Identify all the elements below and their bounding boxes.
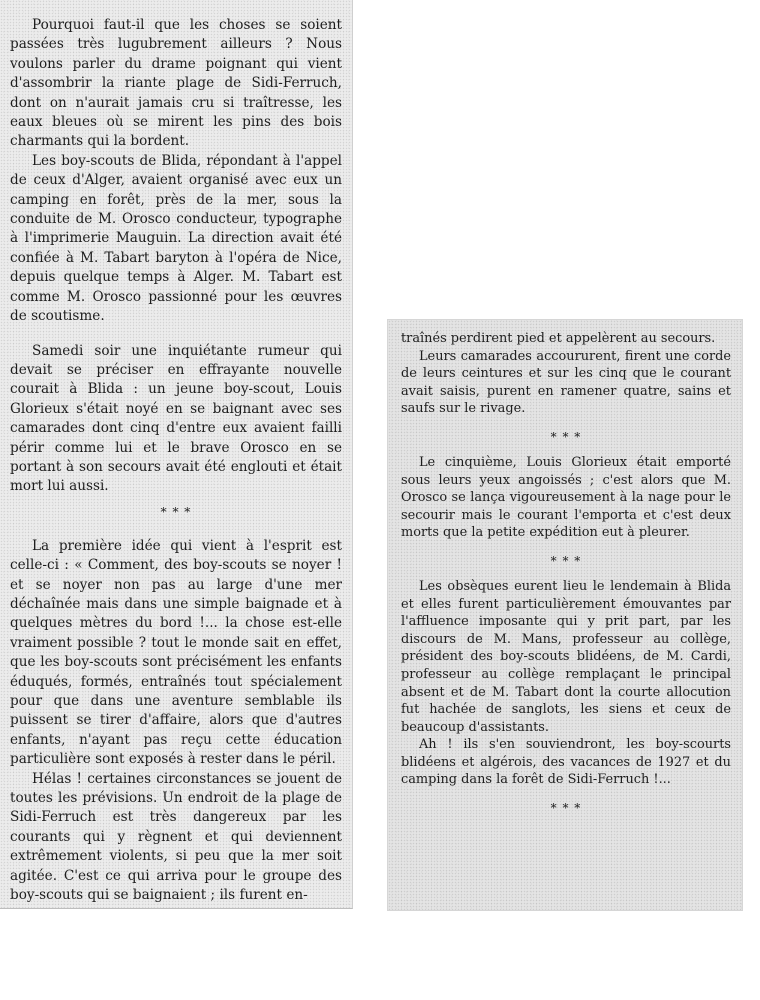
paragraph-3: Samedi soir une inquiétante rumeur qui devait se préciser en effrayante nouvelle courait à Blida : un jeune boy-scout, Louis Glorieux s'était noyé en se baignant avec ses camarades dont cinq d'entre eux avaient failli périr comme lui et le brave Orosco en se portant à son secours avait été englouti et était mort lui aussi. bbox=[10, 342, 342, 495]
asterism-separator: * * * bbox=[550, 429, 582, 444]
left-column bbox=[10, 16, 342, 905]
paragraph-6: traînés perdirent pied et appelèrent au secours. bbox=[401, 331, 716, 346]
paragraph-7: Leurs camarades accoururent, firent une corde de leurs ceintures et sur les cinq que le courant avait saisis, purent en ramener quatre, sains et saufs sur le rivage. bbox=[401, 348, 731, 417]
paragraph-2: Les boy-scouts de Blida, répondant à l'appel de ceux d'Alger, avaient organisé avec eux un camping en forêt, près de la mer, sous la conduite de M. Orosco conducteur, typographe à l'imprimerie Mauguin. La direction avait été confiée à M. Tabart baryton à l'opéra de Nice, depuis quelque temps à Alger. M. Tabart est comme M. Orosco passionné pour les œuvres de scoutisme. bbox=[10, 152, 342, 325]
paragraph-9: Les obsèques eurent lieu le lendemain à Blida et elles furent particulièrement émouvantes par l'affluence imposante qui y prit part, par les discours de M. Mans, professeur au collège, président des boy-scouts blidéens, de M. Cardi, professeur au collège remplaçant le principal absent et de M. Tabart dont la courte allocution fut hachée de sanglots, les siens et ceux de beaucoup d'assistants. bbox=[401, 578, 731, 735]
asterism-separator: * * * bbox=[550, 801, 582, 816]
paragraph-5: Hélas ! certaines circonstances se jouent de toutes les prévisions. Un endroit de la plage de Sidi-Ferruch est très dangereux par les courants qui y règnent et qui deviennent extrêmement violents, si peu que la mer soit agitée. C'est ce qui arriva pour le groupe des boy-scouts qui se baignaient ; ils furent en- bbox=[10, 770, 342, 904]
paragraph-4: La première idée qui vient à l'esprit est celle-ci : « Comment, des boy-scouts se noyer ! et se noyer non pas au large d'une mer déchaînée mais dans une simple baignade et à quelques mètres du bord !... la chose est-elle vraiment possible ? tout le monde sait en effet, que les boy-scouts sont précisément les enfants éduqués, formés, entraînés tout spécialement pour que dans une aventure semblable ils puissent se tirer d'affaire, alors que d'autres enfants, n'ayant pas reçu cette éducation particulière sont exposés à rester dans le péril. bbox=[10, 537, 342, 768]
paragraph-gap bbox=[10, 327, 342, 342]
paragraph-10: Ah ! ils s'en souviendront, les boy-scourts blidéens et algérois, des vacances de 1927 et du camping dans la forêt de Sidi-Ferruch !... bbox=[401, 737, 731, 788]
paragraph-1: Pourquoi faut-il que les choses se soient passées très lugubrement ailleurs ? Nous voulons parler du drame poignant qui vient d'assombrir la riante plage de Sidi-Ferruch, dont on n'aurait jamais cru si traîtresse, les eaux bleues où se mirent les pins des bois charmants qui la bordent. bbox=[10, 17, 342, 150]
paragraph-8: Le cinquième, Louis Glorieux était emporté sous leurs yeux angoissés ; c'est alors que M. Orosco se lança vigoureusement à la nage pour le secourir mais le courant l'emporta et c'est deux morts que la petite expédition eut à pleurer. bbox=[401, 454, 731, 541]
asterism-separator: * * * bbox=[550, 553, 582, 568]
asterism-separator: * * * bbox=[160, 504, 192, 519]
right-clipping bbox=[387, 319, 743, 911]
right-column bbox=[401, 330, 731, 825]
left-clipping bbox=[0, 0, 353, 909]
